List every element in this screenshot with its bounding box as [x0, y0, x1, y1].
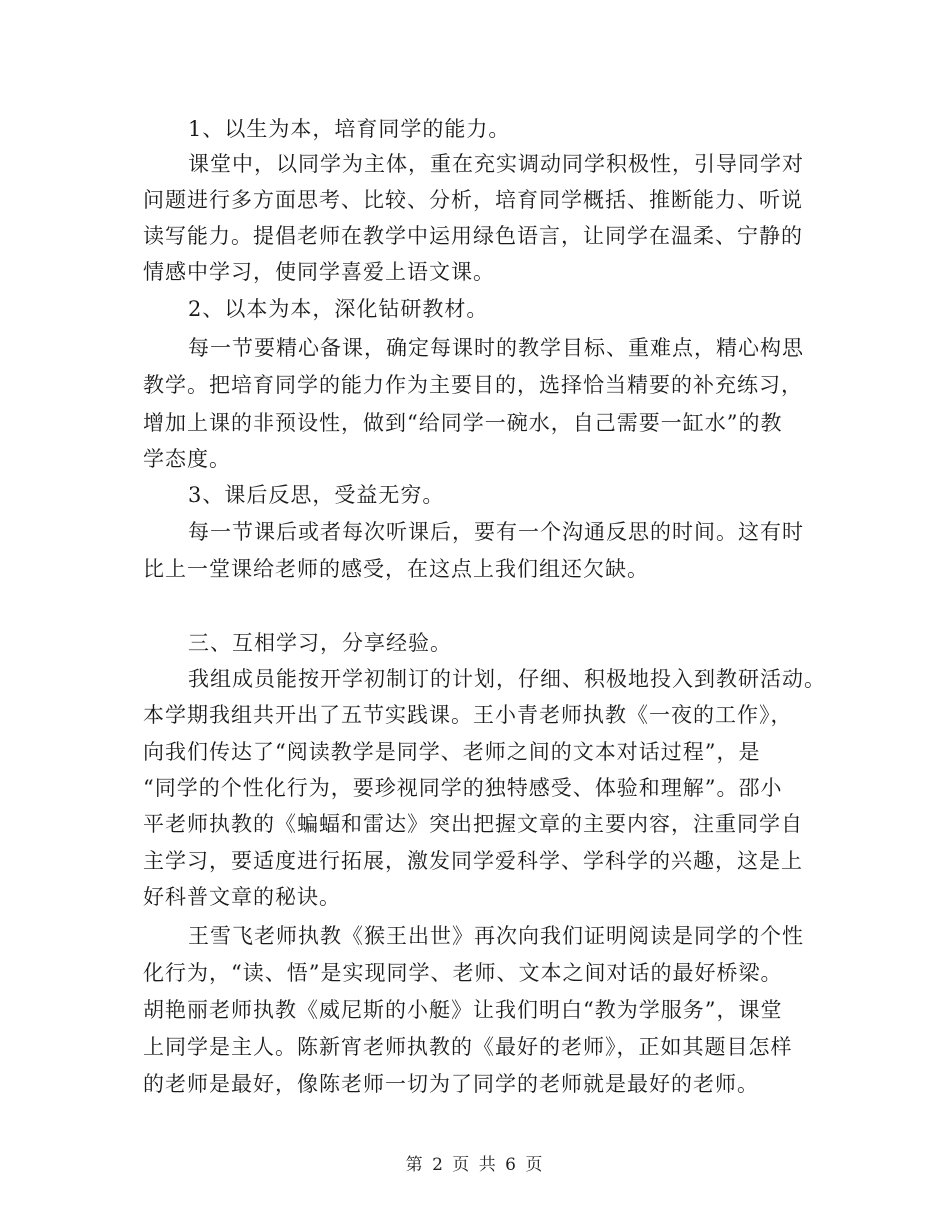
paragraph-line: “同学的个性化行为，要珍视同学的独特感受、体验和理解”。邵小: [143, 776, 783, 800]
paragraph-line: 学态度。: [143, 447, 231, 471]
paragraph-line: 课堂中，以同学为主体，重在充实调动同学积极性，引导同学对: [188, 152, 804, 176]
paragraph-line: 向我们传达了“阅读教学是同学、老师之间的文本对话过程”，是: [143, 740, 761, 764]
paragraph-line: 我组成员能按开学初制订的计划，仔细、积极地投入到教研活动。: [188, 667, 826, 691]
paragraph-line: 比上一堂课给老师的感受，在这点上我们组还欠缺。: [143, 557, 649, 581]
section-heading: 3、课后反思，受益无穷。: [188, 483, 445, 507]
paragraph-line: 读写能力。提倡老师在教学中运用绿色语言，让同学在温柔、宁静的: [143, 224, 803, 248]
paragraph-line: 增加上课的非预设性，做到“给同学一碗水，自己需要一缸水”的教: [143, 411, 783, 435]
paragraph-line: 问题进行多方面思考、比较、分析，培育同学概括、推断能力、听说: [143, 188, 803, 212]
paragraph-line: 化行为，“读、悟”是实现同学、老师、文本之间对话的最好桥梁。: [143, 961, 783, 985]
paragraph-line: 主学习，要适度进行拓展，激发同学爱科学、学科学的兴趣，这是上: [143, 849, 803, 873]
section-heading: 2、以本为本，深化钻研教材。: [188, 297, 489, 321]
section-heading: 三、互相学习，分享经验。: [188, 631, 452, 655]
paragraph-line: 每一节要精心备课，确定每课时的教学目标、重难点，精心构思: [188, 336, 804, 360]
paragraph-line: 每一节课后或者每次听课后，要有一个沟通反思的时间。这有时: [188, 520, 804, 544]
paragraph-line: 胡艳丽老师执教《威尼斯的小艇》让我们明白“教为学服务”，课堂: [143, 998, 783, 1022]
paragraph-line: 本学期我组共开出了五节实践课。王小青老师执教《一夜的工作》，: [143, 703, 793, 727]
section-heading: 1、以生为本，培育同学的能力。: [188, 117, 511, 141]
paragraph-line: 上同学是主人。陈新宵老师执教的《最好的老师》，正如其题目怎样: [143, 1035, 793, 1059]
paragraph-line: 教学。把培育同学的能力作为主要目的，选择恰当精要的补充练习，: [143, 373, 803, 397]
paragraph-line: 的老师是最好，像陈老师一切为了同学的老师就是最好的老师。: [143, 1072, 759, 1096]
paragraph-line: 平老师执教的《蝙蝠和雷达》突出把握文章的主要内容，注重同学自: [143, 812, 803, 836]
paragraph-line: 情感中学习，使同学喜爱上语文课。: [143, 260, 495, 284]
paragraph-line: 王雪飞老师执教《猴王出世》再次向我们证明阅读是同学的个性: [188, 924, 804, 948]
paragraph-line: 好科普文章的秘诀。: [143, 885, 341, 909]
page-number-footer: 第 2 页 共 6 页: [405, 1155, 545, 1175]
